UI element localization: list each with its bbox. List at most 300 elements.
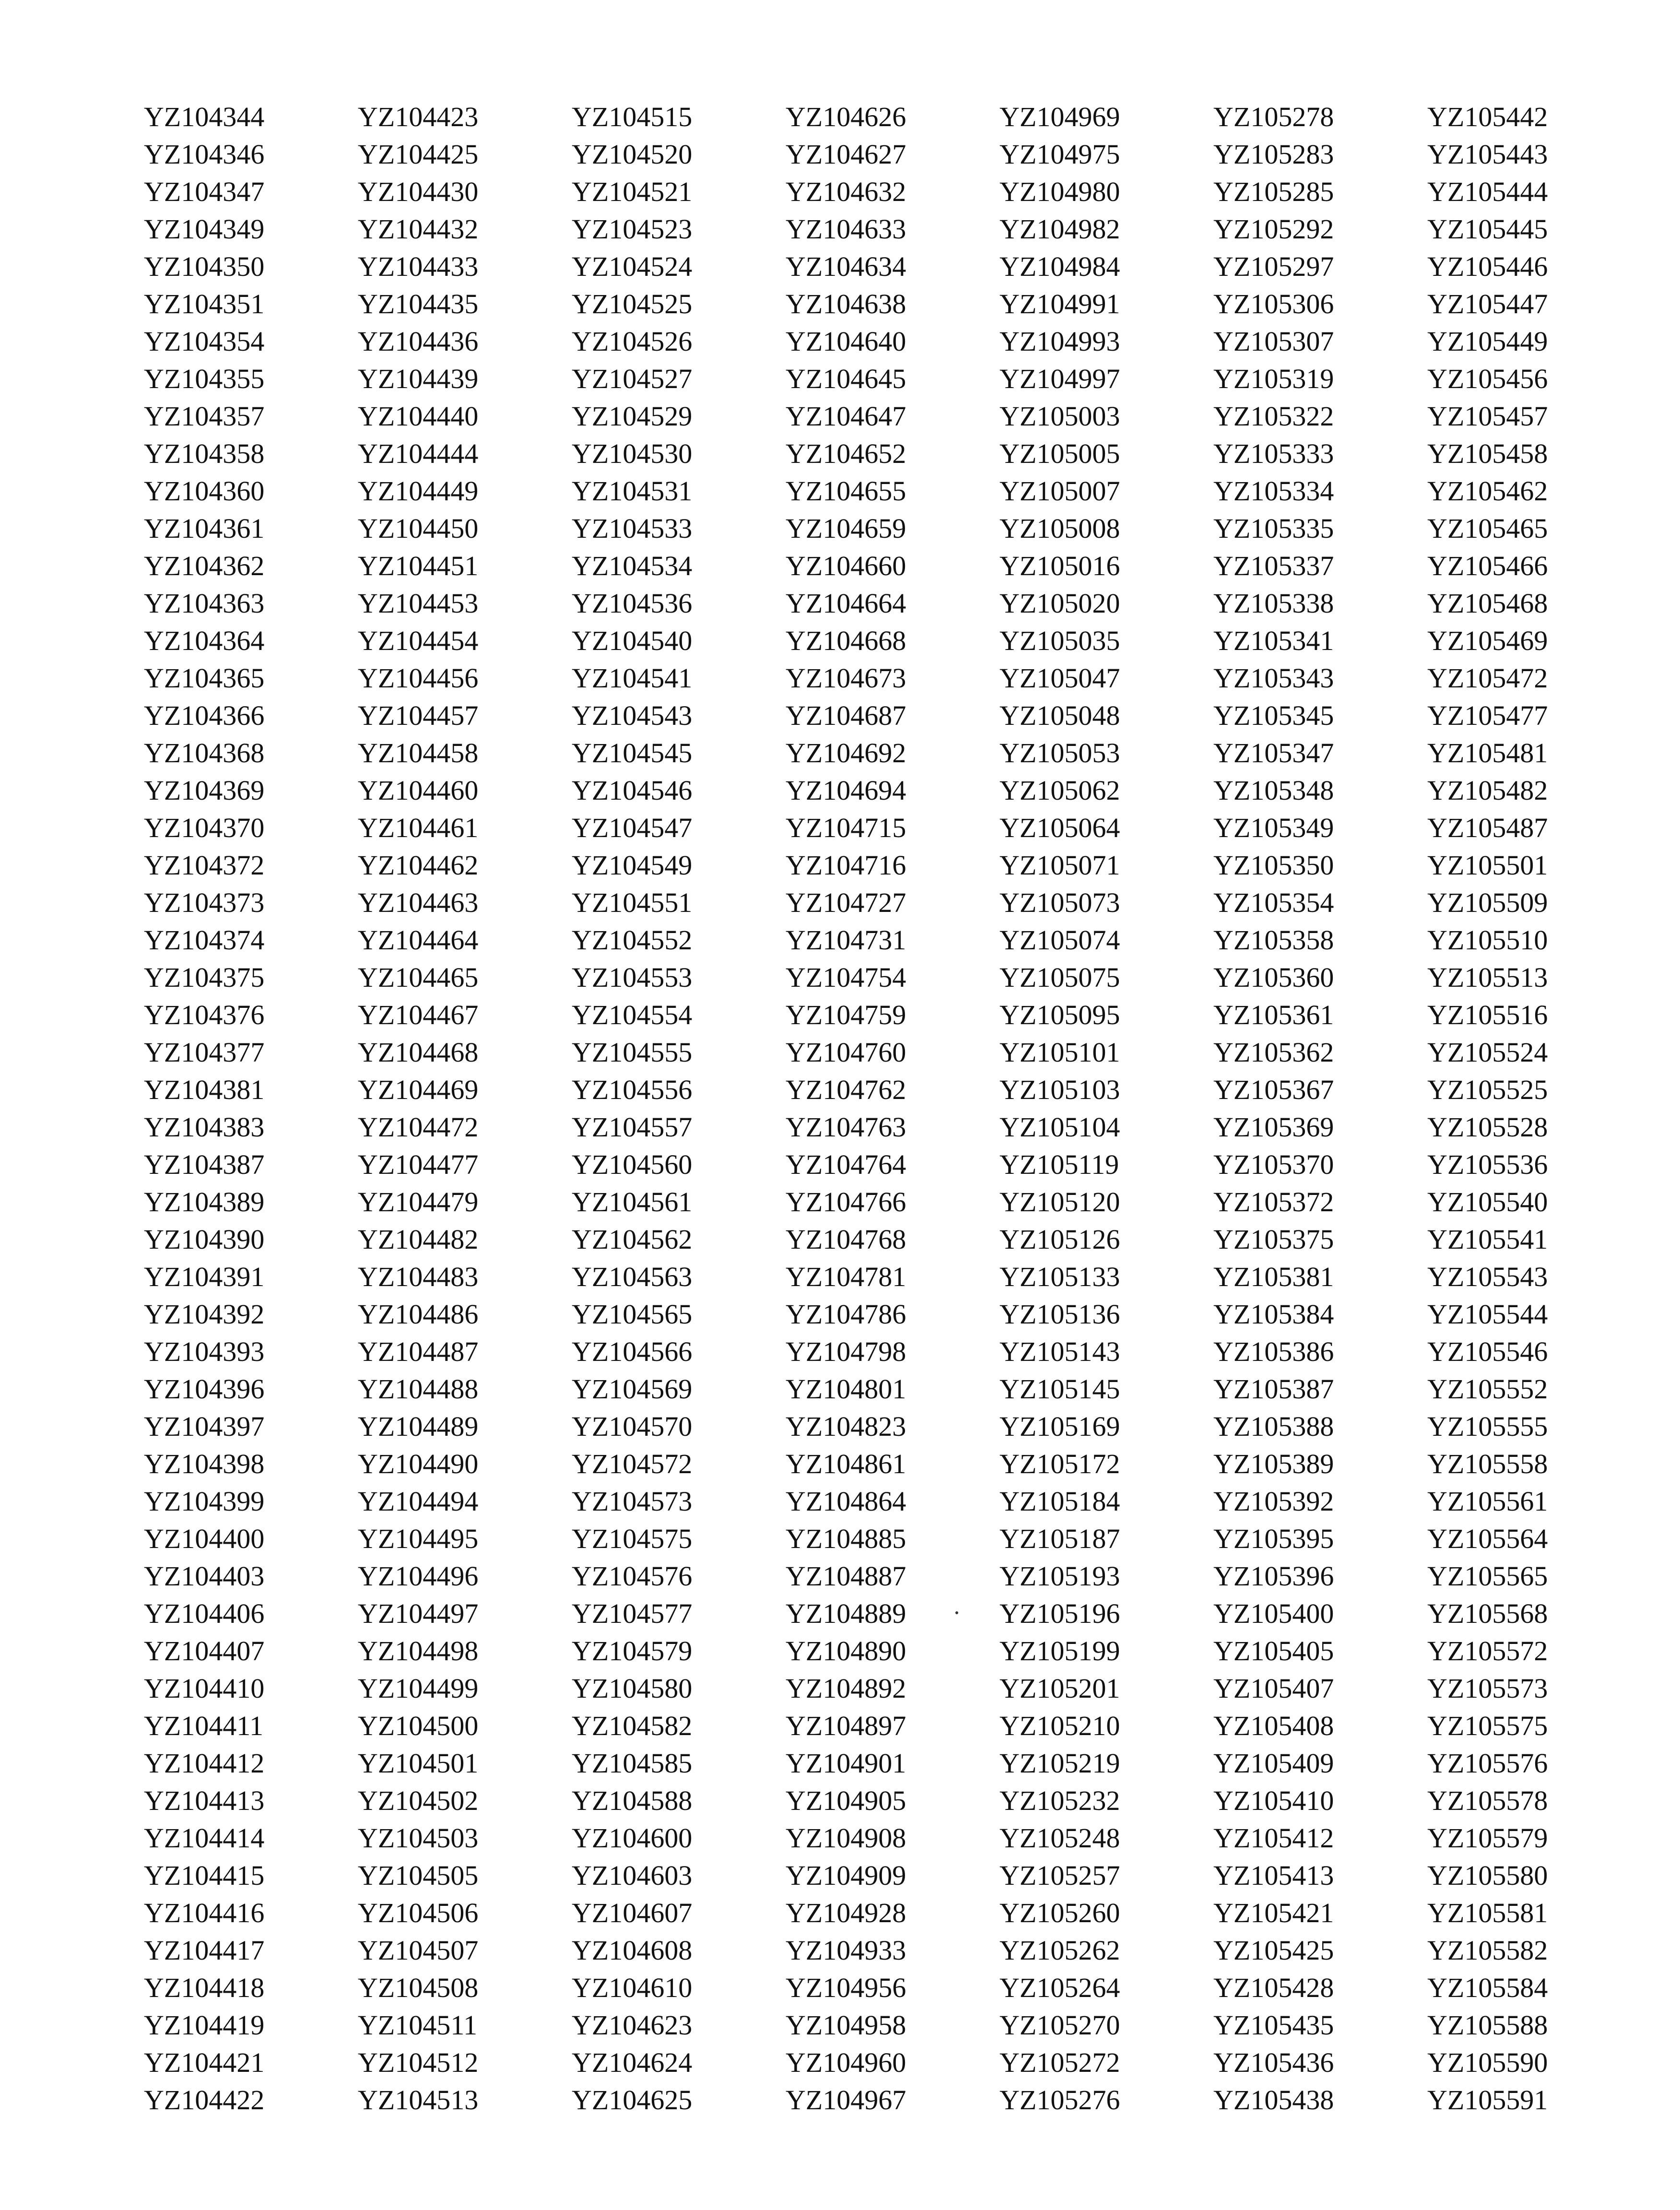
code-entry: YZ105443: [1427, 139, 1548, 170]
code-entry: YZ105193: [999, 1560, 1120, 1592]
code-entry: YZ105466: [1427, 550, 1548, 581]
code-entry: YZ105449: [1427, 326, 1548, 357]
code-entry: YZ104991: [999, 288, 1120, 319]
code-entry: YZ104801: [786, 1373, 906, 1405]
code-entry: YZ104392: [144, 1299, 265, 1330]
code-entry: YZ104623: [572, 2009, 693, 2041]
code-entry: YZ104632: [786, 176, 906, 207]
code-entry: YZ105075: [999, 962, 1120, 993]
code-entry: YZ104768: [786, 1224, 906, 1255]
code-entry: YZ105248: [999, 1822, 1120, 1854]
code-entry: YZ104360: [144, 475, 265, 507]
code-entry: YZ105335: [1213, 513, 1334, 544]
code-entry: YZ105509: [1427, 887, 1548, 918]
code-entry: YZ104887: [786, 1560, 906, 1592]
code-entry: YZ105576: [1427, 1748, 1548, 1779]
code-entry: YZ105552: [1427, 1373, 1548, 1405]
code-entry: YZ105558: [1427, 1448, 1548, 1479]
code-entry: YZ104486: [358, 1299, 479, 1330]
code-entry: YZ104969: [999, 101, 1120, 132]
code-entry: YZ104607: [572, 1897, 693, 1928]
code-entry: YZ105428: [1213, 1972, 1334, 2003]
code-entry: YZ105333: [1213, 438, 1334, 469]
code-entry: YZ105362: [1213, 1037, 1334, 1068]
code-entry: YZ104997: [999, 363, 1120, 394]
code-entry: YZ104397: [144, 1411, 265, 1442]
code-entry: YZ105133: [999, 1261, 1120, 1292]
code-entry: YZ105169: [999, 1411, 1120, 1442]
code-entry: YZ104655: [786, 475, 906, 507]
code-entry: YZ104645: [786, 363, 906, 394]
code-entry: YZ104364: [144, 625, 265, 656]
code-entry: YZ104413: [144, 1785, 265, 1816]
code-entry: YZ104525: [572, 288, 693, 319]
code-entry: YZ104562: [572, 1224, 693, 1255]
code-entry: YZ104410: [144, 1673, 265, 1704]
code-entry: YZ105458: [1427, 438, 1548, 469]
code-entry: YZ105264: [999, 1972, 1120, 2003]
code-entry: YZ105588: [1427, 2009, 1548, 2041]
code-entry: YZ104344: [144, 101, 265, 132]
code-entry: YZ105462: [1427, 475, 1548, 507]
code-entry: YZ104472: [358, 1111, 479, 1143]
code-entry: YZ105524: [1427, 1037, 1548, 1068]
code-entry: YZ105421: [1213, 1897, 1334, 1928]
code-entry: YZ104495: [358, 1523, 479, 1554]
code-entry: YZ105338: [1213, 588, 1334, 619]
code-entry: YZ104603: [572, 1860, 693, 1891]
code-entry: YZ104461: [358, 812, 479, 843]
code-entry: YZ104585: [572, 1748, 693, 1779]
code-entry: YZ104425: [358, 139, 479, 170]
code-entry: YZ104414: [144, 1822, 265, 1854]
code-entry: YZ104540: [572, 625, 693, 656]
code-entry: YZ105487: [1427, 812, 1548, 843]
code-entry: YZ105297: [1213, 251, 1334, 282]
code-entry: YZ104383: [144, 1111, 265, 1143]
code-entry: YZ105103: [999, 1074, 1120, 1105]
code-entry: YZ104399: [144, 1486, 265, 1517]
code-entry: YZ104400: [144, 1523, 265, 1554]
code-entry: YZ104381: [144, 1074, 265, 1105]
code-entry: YZ104451: [358, 550, 479, 581]
code-entry: YZ104890: [786, 1635, 906, 1666]
code-entry: YZ104444: [358, 438, 479, 469]
code-entry: YZ104361: [144, 513, 265, 544]
code-entry: YZ104905: [786, 1785, 906, 1816]
code-entry: YZ104432: [358, 213, 479, 245]
code-entry: YZ105482: [1427, 775, 1548, 806]
code-entry: YZ104467: [358, 999, 479, 1030]
code-entry: YZ104909: [786, 1860, 906, 1891]
code-entry: YZ104897: [786, 1710, 906, 1741]
code-entry: YZ105350: [1213, 850, 1334, 881]
code-entry: YZ105457: [1427, 401, 1548, 432]
code-entry: YZ105073: [999, 887, 1120, 918]
code-entry: YZ104370: [144, 812, 265, 843]
code-entry: YZ104513: [358, 2084, 479, 2115]
code-entry: YZ104546: [572, 775, 693, 806]
code-entry: YZ105276: [999, 2084, 1120, 2115]
code-entry: YZ104692: [786, 737, 906, 768]
code-entry: YZ105525: [1427, 1074, 1548, 1105]
code-entry: YZ104377: [144, 1037, 265, 1068]
code-entry: YZ104494: [358, 1486, 479, 1517]
code-entry: YZ104393: [144, 1336, 265, 1367]
code-entry: YZ104499: [358, 1673, 479, 1704]
code-entry: YZ105285: [1213, 176, 1334, 207]
code-entry: YZ104465: [358, 962, 479, 993]
code-entry: YZ105201: [999, 1673, 1120, 1704]
code-entry: YZ105540: [1427, 1186, 1548, 1217]
code-entry: YZ105104: [999, 1111, 1120, 1143]
code-entry: YZ104530: [572, 438, 693, 469]
code-entry: YZ104608: [572, 1935, 693, 1966]
code-entry: YZ105400: [1213, 1598, 1334, 1629]
code-entry: YZ105395: [1213, 1523, 1334, 1554]
code-entry: YZ105219: [999, 1748, 1120, 1779]
code-entry: YZ104885: [786, 1523, 906, 1554]
code-entry: YZ104462: [358, 850, 479, 881]
code-entry: YZ105579: [1427, 1822, 1548, 1854]
code-entry: YZ105278: [1213, 101, 1334, 132]
code-entry: YZ104694: [786, 775, 906, 806]
code-entry: YZ105581: [1427, 1897, 1548, 1928]
code-entry: YZ104527: [572, 363, 693, 394]
code-entry: YZ104412: [144, 1748, 265, 1779]
code-entry: YZ104349: [144, 213, 265, 245]
code-entry: YZ105591: [1427, 2084, 1548, 2115]
code-entry: YZ105568: [1427, 1598, 1548, 1629]
code-entry: YZ104731: [786, 924, 906, 956]
code-entry: YZ105584: [1427, 1972, 1548, 2003]
code-entry: YZ105187: [999, 1523, 1120, 1554]
code-entry: YZ104498: [358, 1635, 479, 1666]
code-entry: YZ105361: [1213, 999, 1334, 1030]
code-entry: YZ104520: [572, 139, 693, 170]
code-entry: YZ104423: [358, 101, 479, 132]
code-entry: YZ104373: [144, 887, 265, 918]
code-entry: YZ104928: [786, 1897, 906, 1928]
code-entry: YZ105053: [999, 737, 1120, 768]
code-entry: YZ104715: [786, 812, 906, 843]
code-entry: YZ105064: [999, 812, 1120, 843]
code-entry: YZ105573: [1427, 1673, 1548, 1704]
code-entry: YZ104347: [144, 176, 265, 207]
code-entry: YZ105074: [999, 924, 1120, 956]
code-entry: YZ104889: [786, 1598, 906, 1629]
code-entry: YZ104411: [144, 1710, 264, 1741]
code-entry: YZ104482: [358, 1224, 479, 1255]
code-entry: YZ104376: [144, 999, 265, 1030]
code-entry: YZ104572: [572, 1448, 693, 1479]
code-entry: YZ104549: [572, 850, 693, 881]
code-entry: YZ105349: [1213, 812, 1334, 843]
code-entry: YZ104469: [358, 1074, 479, 1105]
code-entry: YZ104354: [144, 326, 265, 357]
code-entry: YZ104552: [572, 924, 693, 956]
code-entry: YZ104582: [572, 1710, 693, 1741]
code-entry: YZ104633: [786, 213, 906, 245]
code-entry: YZ104496: [358, 1560, 479, 1592]
code-entry: YZ105442: [1427, 101, 1548, 132]
code-entry: YZ105341: [1213, 625, 1334, 656]
code-entry: YZ104398: [144, 1448, 265, 1479]
code-entry: YZ104687: [786, 700, 906, 731]
code-entry: YZ105565: [1427, 1560, 1548, 1592]
code-entry: YZ104547: [572, 812, 693, 843]
code-entry: YZ104406: [144, 1598, 265, 1629]
code-entry: YZ105543: [1427, 1261, 1548, 1292]
code-entry: YZ104563: [572, 1261, 693, 1292]
code-entry: YZ104365: [144, 662, 265, 694]
code-entry: YZ104363: [144, 588, 265, 619]
code-entry: YZ104892: [786, 1673, 906, 1704]
code-entry: YZ105184: [999, 1486, 1120, 1517]
code-entry: YZ105367: [1213, 1074, 1334, 1105]
code-entry: YZ104508: [358, 1972, 479, 2003]
code-entry: YZ105408: [1213, 1710, 1334, 1741]
code-entry: YZ105071: [999, 850, 1120, 881]
code-entry: YZ105292: [1213, 213, 1334, 245]
code-entry: YZ105143: [999, 1336, 1120, 1367]
code-entry: YZ105370: [1213, 1149, 1334, 1180]
code-entry: YZ104479: [358, 1186, 479, 1217]
code-entry: YZ105472: [1427, 662, 1548, 694]
code-entry: YZ104366: [144, 700, 265, 731]
code-entry: YZ104786: [786, 1299, 906, 1330]
code-entry: YZ104368: [144, 737, 265, 768]
code-entry: YZ105035: [999, 625, 1120, 656]
code-entry: YZ104624: [572, 2047, 693, 2078]
code-entry: YZ104763: [786, 1111, 906, 1143]
code-entry: YZ104454: [358, 625, 479, 656]
code-entry: YZ104396: [144, 1373, 265, 1405]
code-entry: YZ105048: [999, 700, 1120, 731]
code-entry: YZ104389: [144, 1186, 265, 1217]
code-entry: YZ104610: [572, 1972, 693, 2003]
code-entry: YZ104759: [786, 999, 906, 1030]
code-entry: YZ104625: [572, 2084, 693, 2115]
code-entry: YZ104577: [572, 1598, 693, 1629]
code-entry: YZ105510: [1427, 924, 1548, 956]
code-entry: YZ105003: [999, 401, 1120, 432]
code-entry: YZ104351: [144, 288, 265, 319]
code-entry: YZ104553: [572, 962, 693, 993]
code-entry: YZ105413: [1213, 1860, 1334, 1891]
code-entry: YZ104588: [572, 1785, 693, 1816]
code-entry: YZ104458: [358, 737, 479, 768]
code-entry: YZ105126: [999, 1224, 1120, 1255]
code-entry: YZ105544: [1427, 1299, 1548, 1330]
code-entry: YZ104449: [358, 475, 479, 507]
code-entry: YZ104556: [572, 1074, 693, 1105]
code-entry: YZ104433: [358, 251, 479, 282]
code-entry: YZ105481: [1427, 737, 1548, 768]
code-entry: YZ104573: [572, 1486, 693, 1517]
code-entry: YZ104634: [786, 251, 906, 282]
code-entry: YZ105541: [1427, 1224, 1548, 1255]
code-entry: YZ104660: [786, 550, 906, 581]
code-entry: YZ104933: [786, 1935, 906, 1966]
code-entry: YZ105389: [1213, 1448, 1334, 1479]
code-entry: YZ104561: [572, 1186, 693, 1217]
code-entry: YZ104575: [572, 1523, 693, 1554]
code-entry: YZ104421: [144, 2047, 265, 2078]
code-entry: YZ105354: [1213, 887, 1334, 918]
code-entry: YZ105409: [1213, 1748, 1334, 1779]
code-entry: YZ104403: [144, 1560, 265, 1592]
code-entry: YZ105445: [1427, 213, 1548, 245]
code-entry: YZ105513: [1427, 962, 1548, 993]
code-entry: YZ104754: [786, 962, 906, 993]
code-entry: YZ105007: [999, 475, 1120, 507]
code-entry: YZ105375: [1213, 1224, 1334, 1255]
code-entry: YZ105438: [1213, 2084, 1334, 2115]
code-entry: YZ104980: [999, 176, 1120, 207]
code-entry: YZ104524: [572, 251, 693, 282]
code-entry: YZ104560: [572, 1149, 693, 1180]
code-entry: YZ104861: [786, 1448, 906, 1479]
code-entry: YZ105446: [1427, 251, 1548, 282]
code-entry: YZ104652: [786, 438, 906, 469]
code-entry: YZ105405: [1213, 1635, 1334, 1666]
code-entry: YZ104551: [572, 887, 693, 918]
code-entry: YZ105369: [1213, 1111, 1334, 1143]
code-entry: YZ104439: [358, 363, 479, 394]
code-entry: YZ105016: [999, 550, 1120, 581]
code-entry: YZ105343: [1213, 662, 1334, 694]
code-entry: YZ104533: [572, 513, 693, 544]
code-entry: YZ104506: [358, 1897, 479, 1928]
code-entry: YZ104531: [572, 475, 693, 507]
code-entry: YZ105468: [1427, 588, 1548, 619]
code-entry: YZ104387: [144, 1149, 265, 1180]
code-entry: YZ104664: [786, 588, 906, 619]
code-entry: YZ104956: [786, 1972, 906, 2003]
code-entry: YZ104416: [144, 1897, 265, 1928]
code-entry: YZ105572: [1427, 1635, 1548, 1666]
code-entry: YZ104647: [786, 401, 906, 432]
code-entry: YZ104507: [358, 1935, 479, 1966]
code-entry: YZ104781: [786, 1261, 906, 1292]
code-entry: YZ104350: [144, 251, 265, 282]
code-entry: YZ104390: [144, 1224, 265, 1255]
code-entry: YZ105564: [1427, 1523, 1548, 1554]
code-entry: YZ105095: [999, 999, 1120, 1030]
code-entry: YZ104566: [572, 1336, 693, 1367]
code-entry: YZ104536: [572, 588, 693, 619]
code-entry: YZ105257: [999, 1860, 1120, 1891]
code-entry: YZ104554: [572, 999, 693, 1030]
code-entry: YZ104638: [786, 288, 906, 319]
code-entry: YZ104489: [358, 1411, 479, 1442]
code-entry: YZ104521: [572, 176, 693, 207]
code-entry: YZ105425: [1213, 1935, 1334, 1966]
code-entry: YZ105283: [1213, 139, 1334, 170]
code-entry: YZ104975: [999, 139, 1120, 170]
code-entry: YZ105047: [999, 662, 1120, 694]
code-entry: YZ104798: [786, 1336, 906, 1367]
code-entry: YZ105119: [999, 1149, 1119, 1180]
code-entry: YZ105412: [1213, 1822, 1334, 1854]
code-entry: YZ105307: [1213, 326, 1334, 357]
code-entry: YZ104727: [786, 887, 906, 918]
code-entry: YZ105172: [999, 1448, 1120, 1479]
code-entry: YZ105381: [1213, 1261, 1334, 1292]
code-entry: YZ105536: [1427, 1149, 1548, 1180]
code-entry: YZ104640: [786, 326, 906, 357]
code-entry: YZ105306: [1213, 288, 1334, 319]
code-entry: YZ105387: [1213, 1373, 1334, 1405]
code-entry: YZ104503: [358, 1822, 479, 1854]
code-entry: YZ104579: [572, 1635, 693, 1666]
code-entry: YZ105322: [1213, 401, 1334, 432]
code-entry: YZ105465: [1427, 513, 1548, 544]
code-entry: YZ105578: [1427, 1785, 1548, 1816]
code-entry: YZ104716: [786, 850, 906, 881]
code-entry: YZ105546: [1427, 1336, 1548, 1367]
code-entry: YZ105347: [1213, 737, 1334, 768]
code-entry: YZ105005: [999, 438, 1120, 469]
code-entry: YZ105008: [999, 513, 1120, 544]
code-entry: YZ104346: [144, 139, 265, 170]
code-entry: YZ104526: [572, 326, 693, 357]
code-entry: YZ104488: [358, 1373, 479, 1405]
code-entry: YZ104541: [572, 662, 693, 694]
code-entry: YZ105270: [999, 2009, 1120, 2041]
code-entry: YZ104490: [358, 1448, 479, 1479]
code-entry: YZ104375: [144, 962, 265, 993]
code-entry: YZ105582: [1427, 1935, 1548, 1966]
code-entry: YZ104372: [144, 850, 265, 881]
code-entry: YZ104580: [572, 1673, 693, 1704]
code-entry: YZ105020: [999, 588, 1120, 619]
code-entry: YZ104415: [144, 1860, 265, 1891]
code-entry: YZ104417: [144, 1935, 265, 1966]
code-entry: YZ105575: [1427, 1710, 1548, 1741]
code-entry: YZ105396: [1213, 1560, 1334, 1592]
code-entry: YZ105555: [1427, 1411, 1548, 1442]
code-entry: YZ104468: [358, 1037, 479, 1068]
code-entry: YZ105196: [999, 1598, 1120, 1629]
code-entry: YZ104419: [144, 2009, 265, 2041]
code-entry: YZ104529: [572, 401, 693, 432]
code-entry: YZ104984: [999, 251, 1120, 282]
code-entry: YZ104534: [572, 550, 693, 581]
code-entry: YZ104500: [358, 1710, 479, 1741]
code-entry: YZ104543: [572, 700, 693, 731]
code-entry: YZ105388: [1213, 1411, 1334, 1442]
code-entry: YZ104453: [358, 588, 479, 619]
code-entry: YZ105345: [1213, 700, 1334, 731]
code-entry: YZ105360: [1213, 962, 1334, 993]
code-entry: YZ104497: [358, 1598, 479, 1629]
code-entry: YZ105410: [1213, 1785, 1334, 1816]
code-entry: YZ104764: [786, 1149, 906, 1180]
code-entry: YZ104627: [786, 139, 906, 170]
code-entry: YZ105392: [1213, 1486, 1334, 1517]
code-entry: YZ104457: [358, 700, 479, 731]
code-entry: YZ104576: [572, 1560, 693, 1592]
code-entry: YZ104511: [358, 2009, 478, 2041]
code-entry: YZ105120: [999, 1186, 1120, 1217]
code-entry: YZ104487: [358, 1336, 479, 1367]
code-entry: YZ104456: [358, 662, 479, 694]
code-entry: YZ104483: [358, 1261, 479, 1292]
code-entry: YZ105407: [1213, 1673, 1334, 1704]
code-entry: YZ104967: [786, 2084, 906, 2115]
